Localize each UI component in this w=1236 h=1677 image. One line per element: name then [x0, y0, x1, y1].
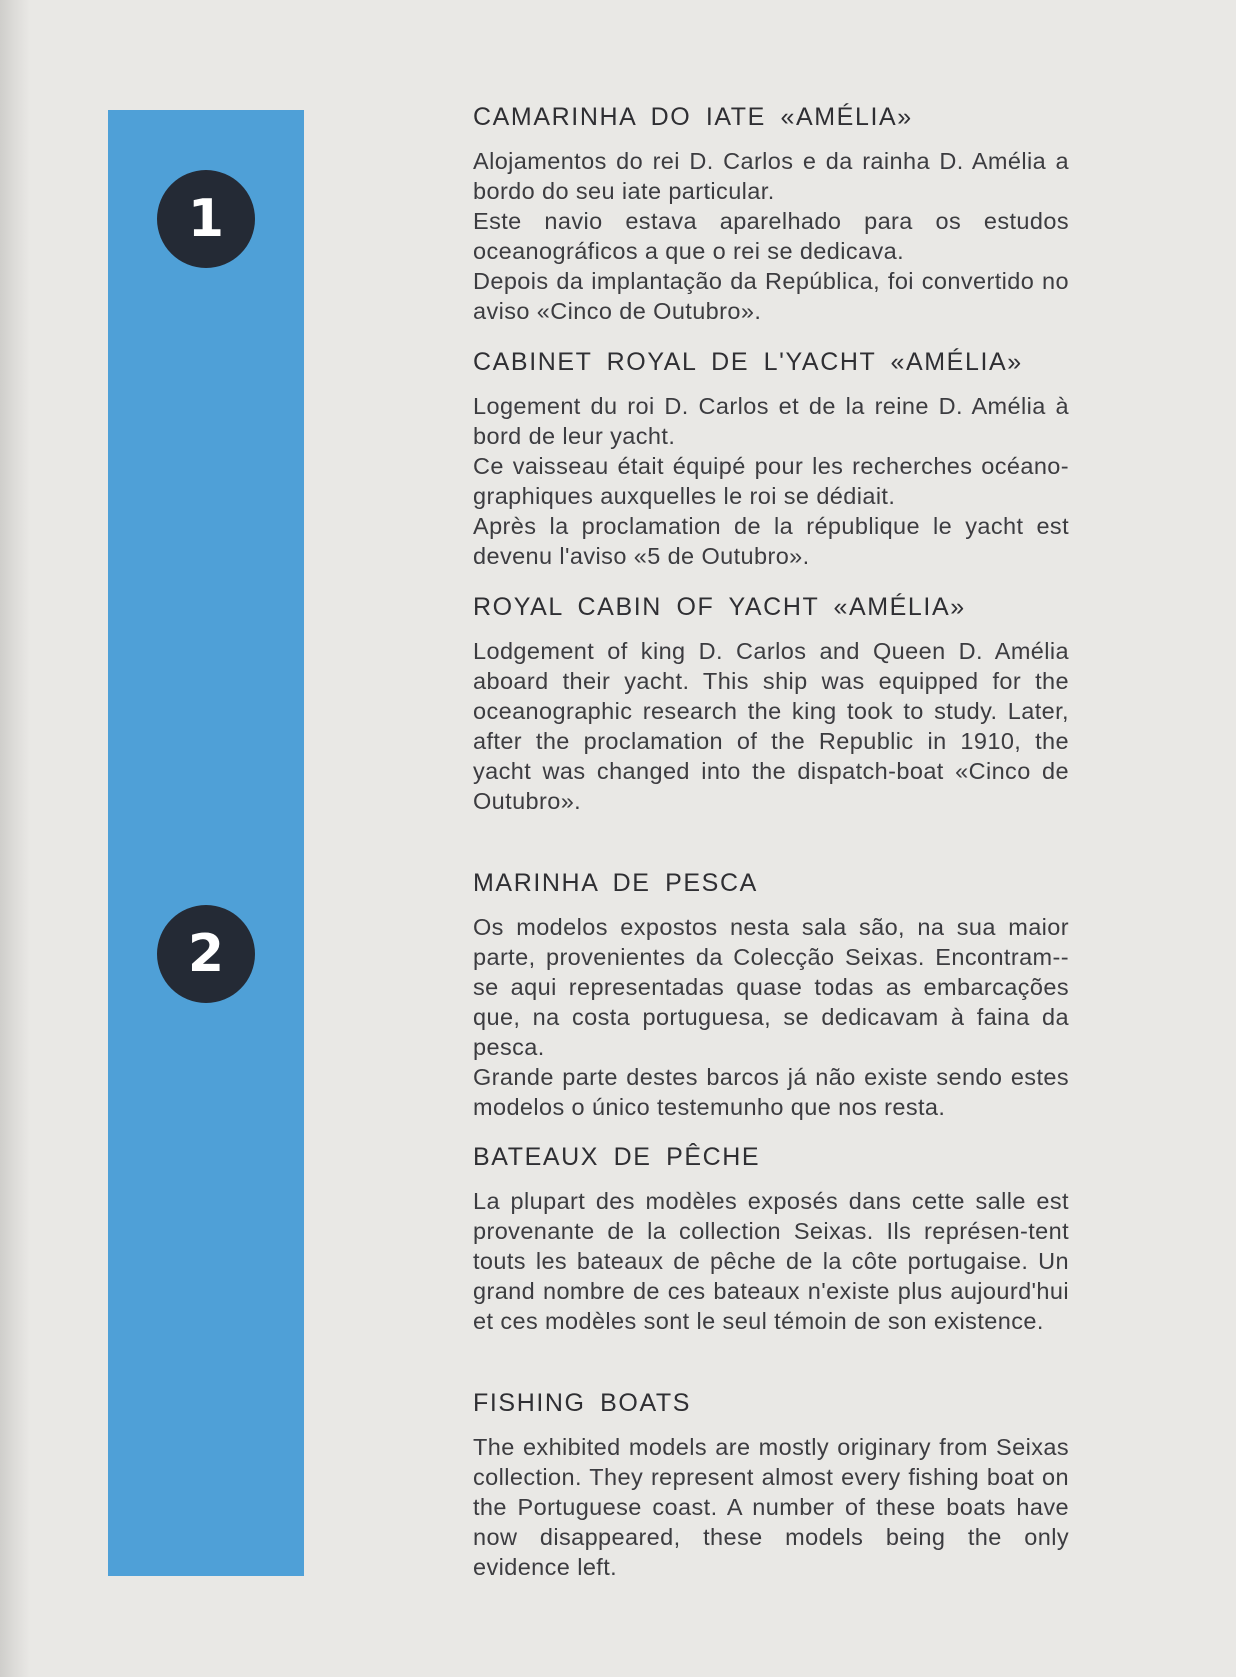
section1-fr-paragraph: Après la proclamation de la république le yacht est devenu l'aviso «5 de Outubro». — [473, 513, 1069, 569]
section1-fr-paragraph: Logement du roi D. Carlos et de la reine D. Amélia à bord de leur yacht. — [473, 393, 1069, 449]
section2-en-paragraph: The exhibited models are mostly originary from Seixas collection. They represent almost every fishing boat on the Portuguese coast. A number of these boats have now disappeared, these models being the only evidence left. — [473, 1434, 1069, 1580]
section2-fr — [473, 1142, 1069, 1336]
section1-pt-paragraph: Alojamentos do rei D. Carlos e da rainha D. Amélia a bordo do seu iate particular. — [473, 148, 1069, 204]
section1-en-paragraph: Lodgement of king D. Carlos and Queen D. Amélia aboard their yacht. This ship was equipped for the oceanographic research the king took to study. Later, after the proclamation of the Republic in 1910, the yacht was changed into the dispatch-boat «Cinco de Outubro». — [473, 638, 1069, 814]
section1-pt-heading: CAMARINHA DO IATE «AMÉLIA» — [473, 103, 913, 131]
blue-side-band — [108, 110, 304, 1576]
section1-en-heading: ROYAL CABIN OF YACHT «AMÉLIA» — [473, 593, 966, 621]
section2-en — [473, 1388, 1069, 1582]
section2-pt-paragraph: Grande parte destes barcos já não existe sendo estes modelos o único testemunho que nos resta. — [473, 1064, 1069, 1120]
section1-pt-paragraph: Este navio estava aparelhado para os estudos oceanográficos a que o rei se dedicava. — [473, 208, 1069, 264]
section2-en-heading: FISHING BOATS — [473, 1389, 692, 1417]
section2-pt-paragraph: Os modelos expostos nesta sala são, na sua maior parte, provenientes da Colecção Seixas. Encontram--se aqui representadas quase todas as embarcações que, na costa portuguesa, se dedicavam à faina da pesca. — [473, 914, 1069, 1060]
section1-fr — [473, 347, 1069, 571]
section2-pt — [473, 868, 1069, 1122]
section-number-badge-1: 1 — [157, 170, 255, 268]
section1-en — [473, 592, 1069, 816]
section2-fr-paragraph: La plupart des modèles exposés dans cette salle est provenante de la collection Seixas. Ils représen-tent touts les bateaux de pêche de la côte portugaise. Un grand nombre de ces bateaux n'existe plus aujourd'hui et ces modèles sont le seul témoin de son existence. — [473, 1188, 1069, 1334]
section2-fr-heading: BATEAUX DE PÊCHE — [473, 1143, 761, 1171]
section2-pt-heading: MARINHA DE PESCA — [473, 869, 758, 897]
section1-fr-heading: CABINET ROYAL DE L'YACHT «AMÉLIA» — [473, 348, 1023, 376]
section1-pt-paragraph: Depois da implantação da República, foi convertido no aviso «Cinco de Outubro». — [473, 268, 1069, 324]
section1-pt — [473, 102, 1069, 326]
section1-fr-paragraph: Ce vaisseau était équipé pour les recherches océano-graphiques auxquelles le roi se dédiait. — [473, 453, 1069, 509]
section-number-badge-2: 2 — [157, 905, 255, 1003]
page-fold-shadow — [0, 0, 30, 1677]
